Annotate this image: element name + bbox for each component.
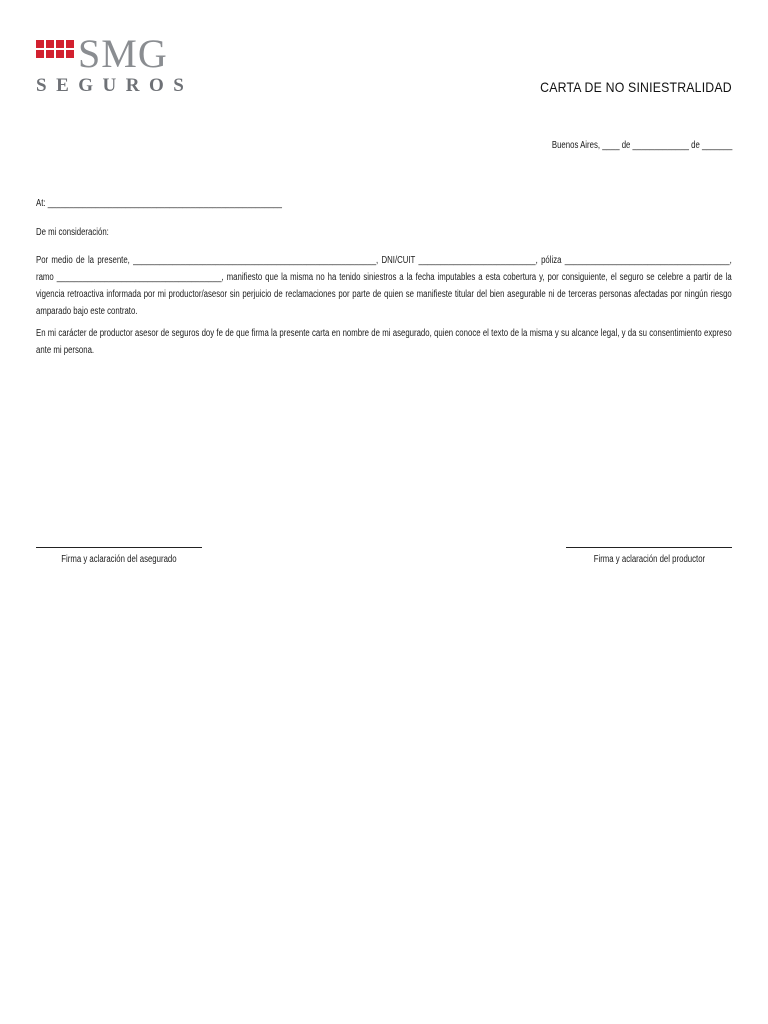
paragraph-2 [36,325,732,359]
greeting-text: De mi consideración: [36,227,109,238]
signature-label-productor [566,551,732,568]
logo-brand: SMG [78,31,168,76]
signature-asegurado [36,540,202,568]
date-line [501,137,732,154]
logo-squares-icon [36,40,74,68]
signature-productor [566,540,732,568]
signature-label-asegurado-text: Firma y aclaración del asegurado [61,554,177,565]
paragraph-1-text: Por medio de la presente, ________________________________________________________, DNI/CUIT ___________________________, póliza ______________________________________, ramo ______________________________________, manifiesto que la misma no ha tenido siniestros a la fecha imputables a esta cobertura y, por consiguiente, el seguro se celebre a partir de la vigencia retroactiva informada por mi productor/asesor sin perjuicio de reclamaciones por parte de quien se manifieste titular del bien asegurable ni de terceras personas afectadas por ningún riesgo amparado bajo este contrato. [36,255,732,317]
signature-label-asegurado [36,551,202,568]
paragraph-2-text: En mi carácter de productor asesor de seguros doy fe de que firma la presente carta en nombre de mi asegurado, quien conoce el texto de la misma y su alcance legal, y da su consentimiento expreso ante mi persona. [36,328,732,356]
greeting [36,224,732,241]
attention-text: At: ______________________________________________________ [36,198,282,209]
document-title: CARTA DE NO SINIESTRALIDAD [540,79,732,95]
attention-line [36,195,732,212]
signature-label-productor-text: Firma y aclaración del productor [593,554,705,565]
signature-line-productor [566,547,732,548]
paragraph-1 [36,252,732,320]
date-line-text: Buenos Aires, ____ de _____________ de _______ [551,140,732,151]
signature-line-asegurado [36,547,202,548]
smg-seguros-logo [34,31,204,96]
logo-subbrand: SEGUROS [36,75,194,96]
